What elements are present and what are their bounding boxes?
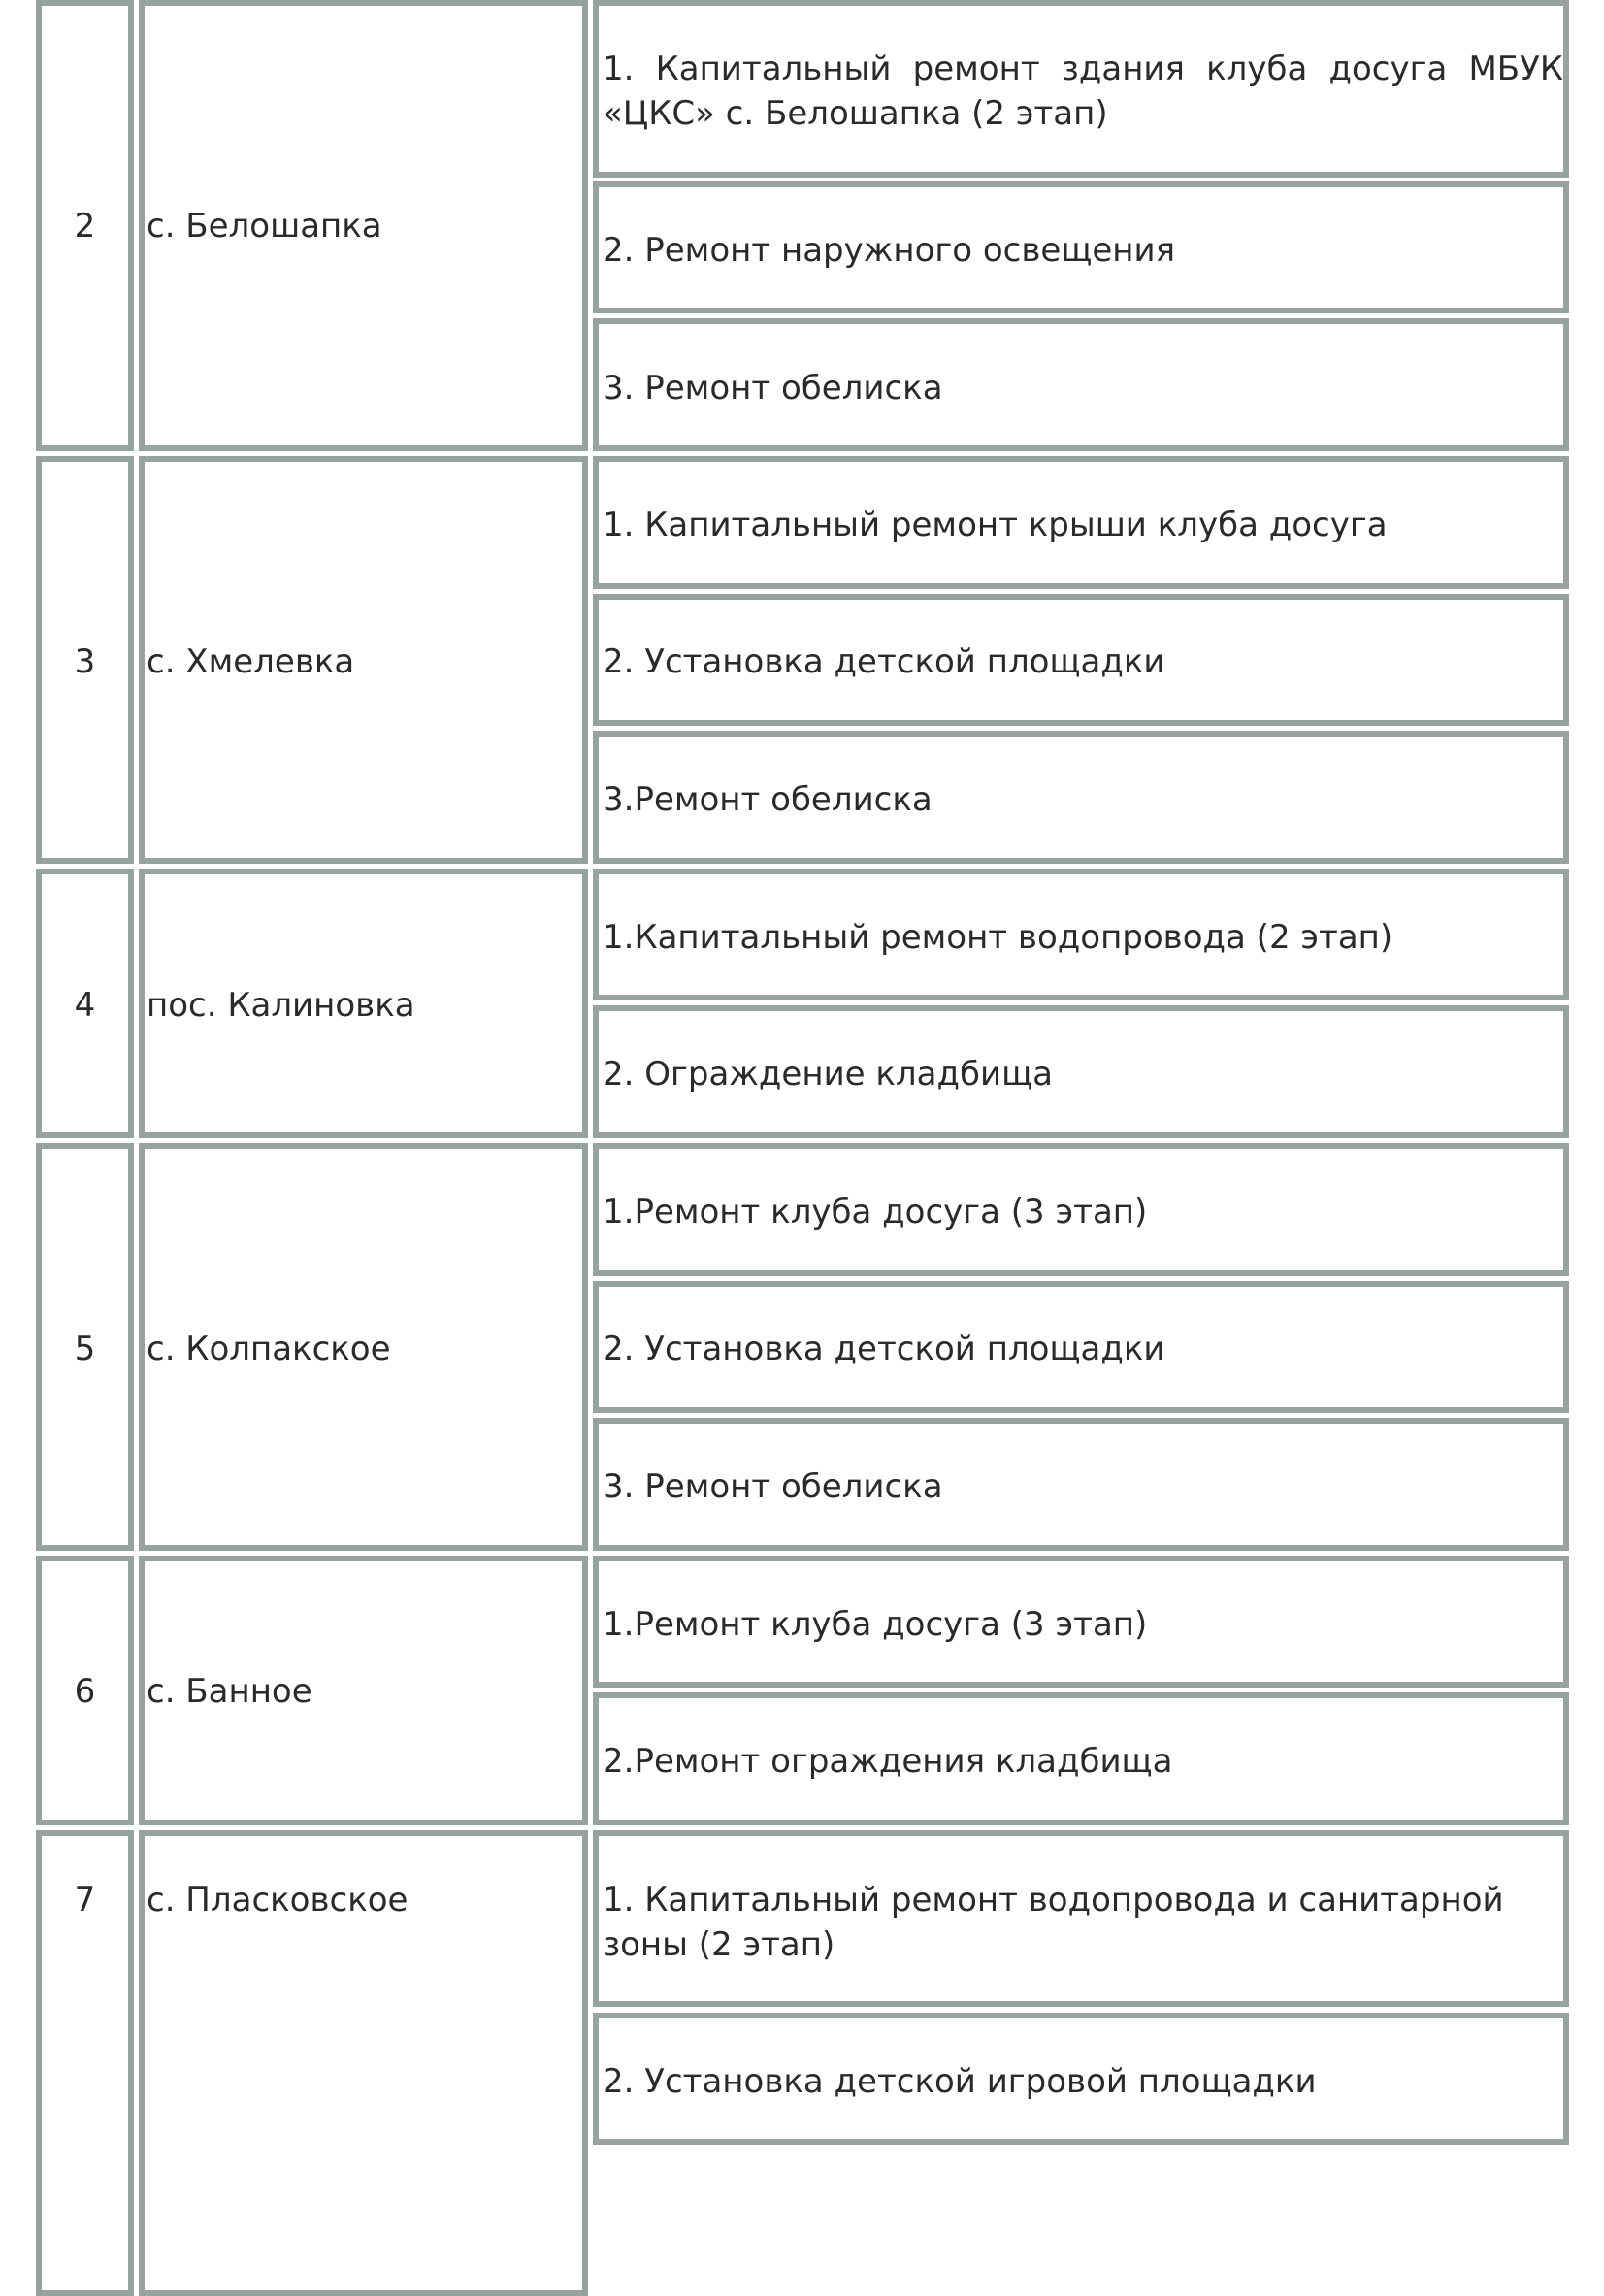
work-item-text: 2.Ремонт ограждения кладбища	[603, 1742, 1173, 1781]
work-item-text: 3. Ремонт обелиска	[603, 369, 943, 408]
work-item-text: 1. Капитальный ремонт здания клуба досуга МБУК	[603, 49, 1563, 88]
locality-name: с. Белошапка	[147, 207, 382, 246]
work-item-text: 3. Ремонт обелиска	[603, 1467, 943, 1506]
row-number: 2	[74, 207, 96, 246]
work-item-text: 2. Установка детской площадки	[603, 1329, 1165, 1368]
work-item-text: зоны (2 этап)	[603, 1925, 835, 1964]
work-item-text: 1.Ремонт клуба досуга (3 этап)	[603, 1605, 1148, 1644]
work-item-text: 1. Капитальный ремонт крыши клуба досуга	[603, 506, 1388, 544]
work-item-text: 3.Ремонт обелиска	[603, 780, 933, 819]
work-item-text: 1.Капитальный ремонт водопровода (2 этап)	[603, 918, 1393, 957]
row-number: 4	[74, 986, 96, 1025]
row-number: 7	[74, 1881, 96, 1919]
work-item-text: 2. Ограждение кладбища	[603, 1055, 1053, 1094]
row-number: 3	[74, 642, 96, 681]
work-item-text: 2. Ремонт наружного освещения	[603, 231, 1176, 270]
locality-name: с. Хмелевка	[147, 642, 355, 681]
locality-name: с. Пласковское	[147, 1881, 409, 1919]
work-item-text: 1.Ремонт клуба досуга (3 этап)	[603, 1193, 1148, 1231]
locality-name: с. Банное	[147, 1672, 312, 1711]
locality-name: пос. Калиновка	[147, 986, 415, 1025]
work-item-text: 2. Установка детской игровой площадки	[603, 2062, 1317, 2101]
row-number: 6	[74, 1672, 96, 1711]
work-item-text: «ЦКС» с. Белошапка (2 этап)	[603, 94, 1108, 133]
row-number: 5	[74, 1329, 96, 1368]
work-item-text: 2. Установка детской площадки	[603, 642, 1165, 681]
work-item-text: 1. Капитальный ремонт водопровода и санитарной	[603, 1881, 1504, 1919]
locality-name: с. Колпакское	[147, 1329, 391, 1368]
